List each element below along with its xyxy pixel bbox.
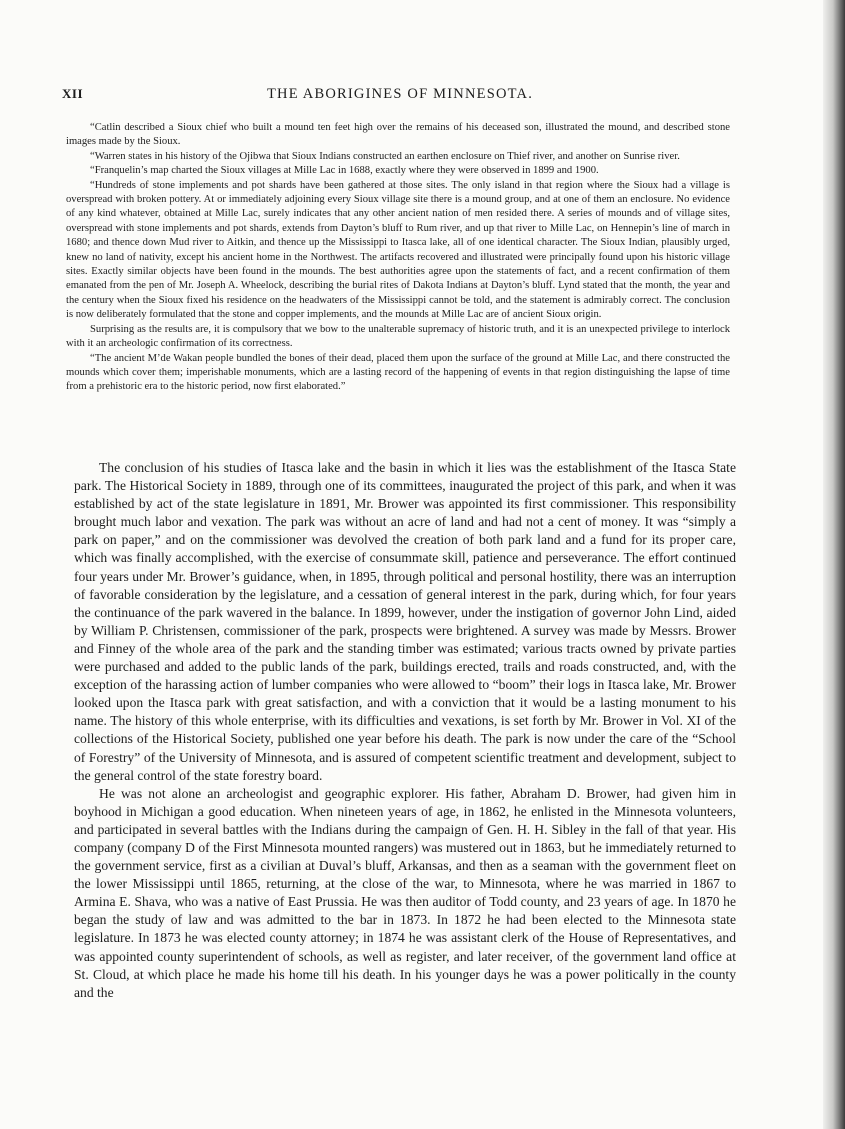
page-number: XII — [62, 86, 84, 101]
running-title: THE ABORIGINES OF MINNESOTA. — [266, 86, 534, 102]
body-paragraph: He was not alone an archeologist and geographic explorer. His father, Abraham D. Brower, had given him in boyhood in Michigan a good education. When nineteen years of age, in 1862, he enlisted in the Minnesota volunteers, and participated in several battles with the Indians during the campaign of Gen. H. H. Sibley in the fall of that year. His company (company D of the First Minnesota mounted rangers) was mustered out in 1863, but he immediately returned to the government service, first as a civilian at Duval’s bluff, Arkansas, and then as a seaman with the government fleet on the lower Mississippi until 1865, returning, at the close of the war, to Minnesota, where he was married in 1867 to Armina E. Shava, who was a native of East Prussia. He was then auditor of Todd county, and 23 years of age. In 1870 he began the study of law and was admitted to the bar in 1873. In 1872 he had been elected to the Minnesota state legislature. In 1873 he was elected county attorney; in 1874 he was assistant clerk of the House of Representatives, and was appointed county superintendent of schools, as well as register, and later receiver, of the government land office at St. Cloud, at which place he made his home till his death. In his younger days he was a power politically in the county and the — [74, 785, 736, 1000]
page-edge-shadow — [823, 0, 845, 1129]
quote-paragraph: “Catlin described a Sioux chief who built a mound ten feet high over the remains of his deceased son, illustrated the mound, and described stone images made by the Sioux. — [66, 122, 730, 148]
body-paragraph: The conclusion of his studies of Itasca lake and the basin in which it lies was the establishment of the Itasca State park. The Historical Society in 1889, through one of its committees, inaugurated the project of this park, and when it was established by act of the state legislature in 1891, Mr. Brower was appointed its first commissioner. This responsibility brought much labor and vexation. The park was without an acre of land and had not a cent of money. It was “simply a park on paper,” and on the commissioner was devolved the creation of both park land and a fund for its proper care, which was finally accomplished, with the exercise of consummate skill, patience and perseverance. The effort continued four years under Mr. Brower’s guidance, when, in 1895, through political and personal hostility, there was an interruption of favorable consideration by the legislature, and a cessation of general interest in the park, during which, for four years the continuance of the park wavered in the balance. In 1899, however, under the instigation of governor John Lind, aided by William P. Christensen, commissioner of the park, prospects were brightened. A survey was made by Messrs. Brower and Finney of the whole area of the park and the standing timber was estimated; various tracts owned by private parties were purchased and added to the public lands of the park, buildings erected, trails and roads constructed, and, with the exception of the harassing action of lumber companies who were allowed to “boom” their logs in Itasca lake, Mr. Brower looked upon the Itasca park with great satisfaction, and with a conviction that it would be a lasting monument to his name. The history of this whole enterprise, with its difficulties and vexations, is set forth by Mr. Brower in Vol. XI of the collections of the Historical Society, published one year before his death. The park is now under the care of the “School of Forestry” of the University of Minnesota, and is assured of competent scientific treatment and development, subject to the general control of the state forestry board. — [74, 460, 736, 783]
quote-paragraph: “The ancient M’de Wakan people bundled the bones of their dead, placed them upon the surface of the ground at Mille Lac, and there constructed the mounds which cover them; imperishable monuments, which are a lasting record of the happening of events in that region distinguishing the lapse of time from a prehistoric era to the historic period, now first elaborated.” — [66, 352, 730, 393]
quote-paragraph: “Hundreds of stone implements and pot shards have been gathered at those sites. The only island in that region where the Sioux had a village is overspread with broken pottery. At or immediately adjoining every Sioux village site there is a mound group, and at one of them an enclosure. No evidence of any kind whatever, obtained at Mille Lac, surely indicates that any other ancient nation of men resided there. A series of mounds and of village sites, overspread with stone implements and pot shards, extends from Dayton’s bluff to Rum river, and up that river to Mille Lac, on Hennepin’s line of march in 1680; and thence down Mud river to Aitkin, and thence up the Mississippi to Itasca lake, all of one identical character. The Sioux Indian, plausibly urged, knew no land of nativity, except his ancient home in the Northwest. The artifacts recovered and illustrated were principally found upon his historic village sites. Exactly similar objects have been found in the mounds. The best authorities agree upon the statements of fact, and a recent confirmation of them emanated from the pen of Mr. Joseph A. Wheelock, describing the burial rites of Dakota Indians at Dayton’s bluff. Lynd stated that the month, the year and the century when the Sioux fixed his residence on the headwaters of the Mississippi cannot be told, and the statement is admirably correct. The conclusion is now deliberately formulated that the stone and copper implements, and the mounds at Mille Lac are of ancient Sioux origin. — [66, 179, 730, 321]
quote-paragraph: Surprising as the results are, it is compulsory that we bow to the unalterable supremacy of historic truth, and it is an unexpected privilege to interlock with it an archeologic confirmation of its correctness. — [66, 323, 730, 350]
quote-paragraph: “Franquelin’s map charted the Sioux villages at Mille Lac in 1688, exactly where they were observed in 1899 and 1900. — [90, 165, 599, 177]
body-text — [74, 459, 736, 1002]
quote-paragraph: “Warren states in his history of the Ojibwa that Sioux Indians constructed an earthen enclosure on Thief river, and another on Sunrise river. — [90, 150, 680, 162]
block-quotation — [66, 121, 730, 395]
page-header — [62, 86, 738, 106]
